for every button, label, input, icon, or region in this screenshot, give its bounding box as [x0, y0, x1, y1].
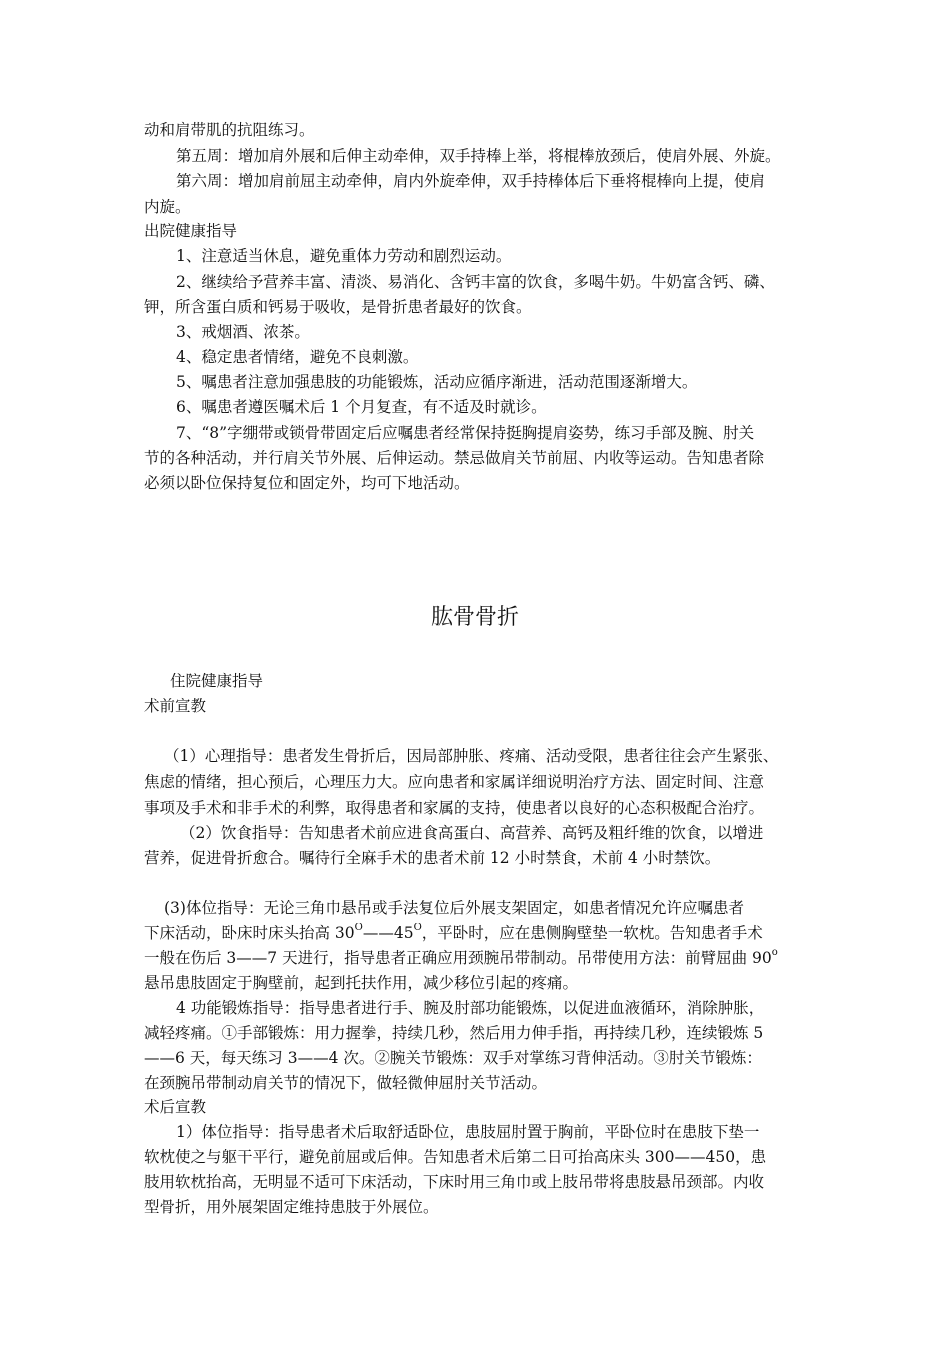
- text-line: 一般在伤后 3——7 天进行，指导患者正确应用颈腕吊带制动。吊带使用方法：前臂屈曲 90$^o$: [144, 948, 778, 967]
- text-line: (3)体位指导：无论三角巾悬吊或手法复位后外展支架固定，如患者情况允许应嘱患者: [164, 899, 744, 917]
- text-line: 节的各种活动，并行肩关节外展、后伸运动。禁忌做肩关节前屈、内收等运动。告知患者除: [144, 449, 765, 467]
- list-item: 5、嘱患者注意加强患肢的功能锻炼，活动应循序渐进，活动范围逐渐增大。: [176, 373, 698, 391]
- text-line: 型骨折，用外展架固定维持患肢于外展位。: [144, 1198, 439, 1216]
- section-subheading: 术后宣教: [144, 1098, 207, 1116]
- text-line: 焦虑的情绪，担心预后，心理压力大。应向患者和家属详细说明治疗方法、固定时间、注意: [144, 773, 765, 791]
- section-subheading: 术前宣教: [144, 697, 207, 715]
- text-line: 内旋。: [144, 198, 191, 216]
- text-line: 第五周：增加肩外展和后伸主动牵伸，双手持棒上举，将棍棒放颈后，使肩外展、外旋。: [176, 147, 781, 165]
- text-line: 事项及手术和非手术的利弊，取得患者和家属的支持，使患者以良好的心态积极配合治疗。: [144, 799, 765, 817]
- text-line: （1）心理指导：患者发生骨折后，因局部肿胀、疼痛、活动受限，患者往往会产生紧张、: [164, 747, 779, 765]
- list-item: 3、戒烟酒、浓茶。: [176, 323, 310, 341]
- list-item: 4、稳定患者情绪，避免不良刺激。: [176, 348, 419, 366]
- text-line: 悬吊患肢固定于胸壁前，起到托扶作用，减少移位引起的疼痛。: [144, 974, 579, 992]
- text-line: 钾，所含蛋白质和钙易于吸收，是骨折患者最好的饮食。: [144, 298, 532, 316]
- section-heading: 出院健康指导: [144, 222, 238, 240]
- text-line: 减轻疼痛。①手部锻炼：用力握拳，持续几秒，然后用力伸手指，再持续几秒，连续锻炼 5: [144, 1024, 764, 1042]
- text-line: （2）饮食指导：告知患者术前应进食高蛋白、高营养、高钙及粗纤维的饮食，以增进: [180, 824, 764, 842]
- list-item: 2、继续给予营养丰富、清淡、易消化、含钙丰富的饮食，多喝牛奶。牛奶富含钙、磷、: [176, 273, 775, 291]
- text-line: 4 功能锻炼指导：指导患者进行手、腕及肘部功能锻炼，以促进血液循环，消除肿胀，: [176, 999, 765, 1017]
- section-heading: 住院健康指导: [170, 672, 264, 690]
- page-title: 肱骨骨折: [430, 605, 519, 630]
- text-line: 下床活动，卧床时床头抬高 $30^O——45^O$，平卧时，应在患侧胸壁垫一软枕。告知患者手术: [144, 923, 763, 942]
- text-line: 必须以卧位保持复位和固定外，均可下地活动。: [144, 474, 470, 492]
- text-line: 在颈腕吊带制动肩关节的情况下，做轻微伸屈肘关节活动。: [144, 1074, 548, 1092]
- list-item: 1、注意适当休息，避免重体力劳动和剧烈运动。: [176, 247, 512, 265]
- text-line: 软枕使之与躯干平行，避免前屈或后伸。告知患者术后第二日可抬高床头 300——450，患: [144, 1148, 767, 1166]
- list-item: 7、“8”字绷带或锁骨带固定后应嘱患者经常保持挺胸提肩姿势，练习手部及腕、肘关: [176, 424, 755, 442]
- list-item: 6、嘱患者遵医嘱术后 1 个月复查，有不适及时就诊。: [176, 398, 547, 416]
- text-line: 营养，促进骨折愈合。嘱待行全麻手术的患者术前 12 小时禁食，术前 4 小时禁饮。: [144, 849, 721, 867]
- text-line: 肢用软枕抬高，无明显不适可下床活动，下床时用三角巾或上肢吊带将患肢悬吊颈部。内收: [144, 1173, 765, 1191]
- text-line: 第六周：增加肩前屈主动牵伸，肩内外旋牵伸，双手持棒体后下垂将棍棒向上提，使肩: [176, 172, 766, 190]
- text-line: 1）体位指导：指导患者术后取舒适卧位，患肢屈肘置于胸前，平卧位时在患肢下垫一: [176, 1123, 760, 1141]
- text-line: ——6 天，每天练习 3——4 次。②腕关节锻炼：双手对掌练习背伸活动。③肘关节锻炼：: [144, 1049, 762, 1067]
- text-line: 动和肩带肌的抗阻练习。: [144, 121, 315, 139]
